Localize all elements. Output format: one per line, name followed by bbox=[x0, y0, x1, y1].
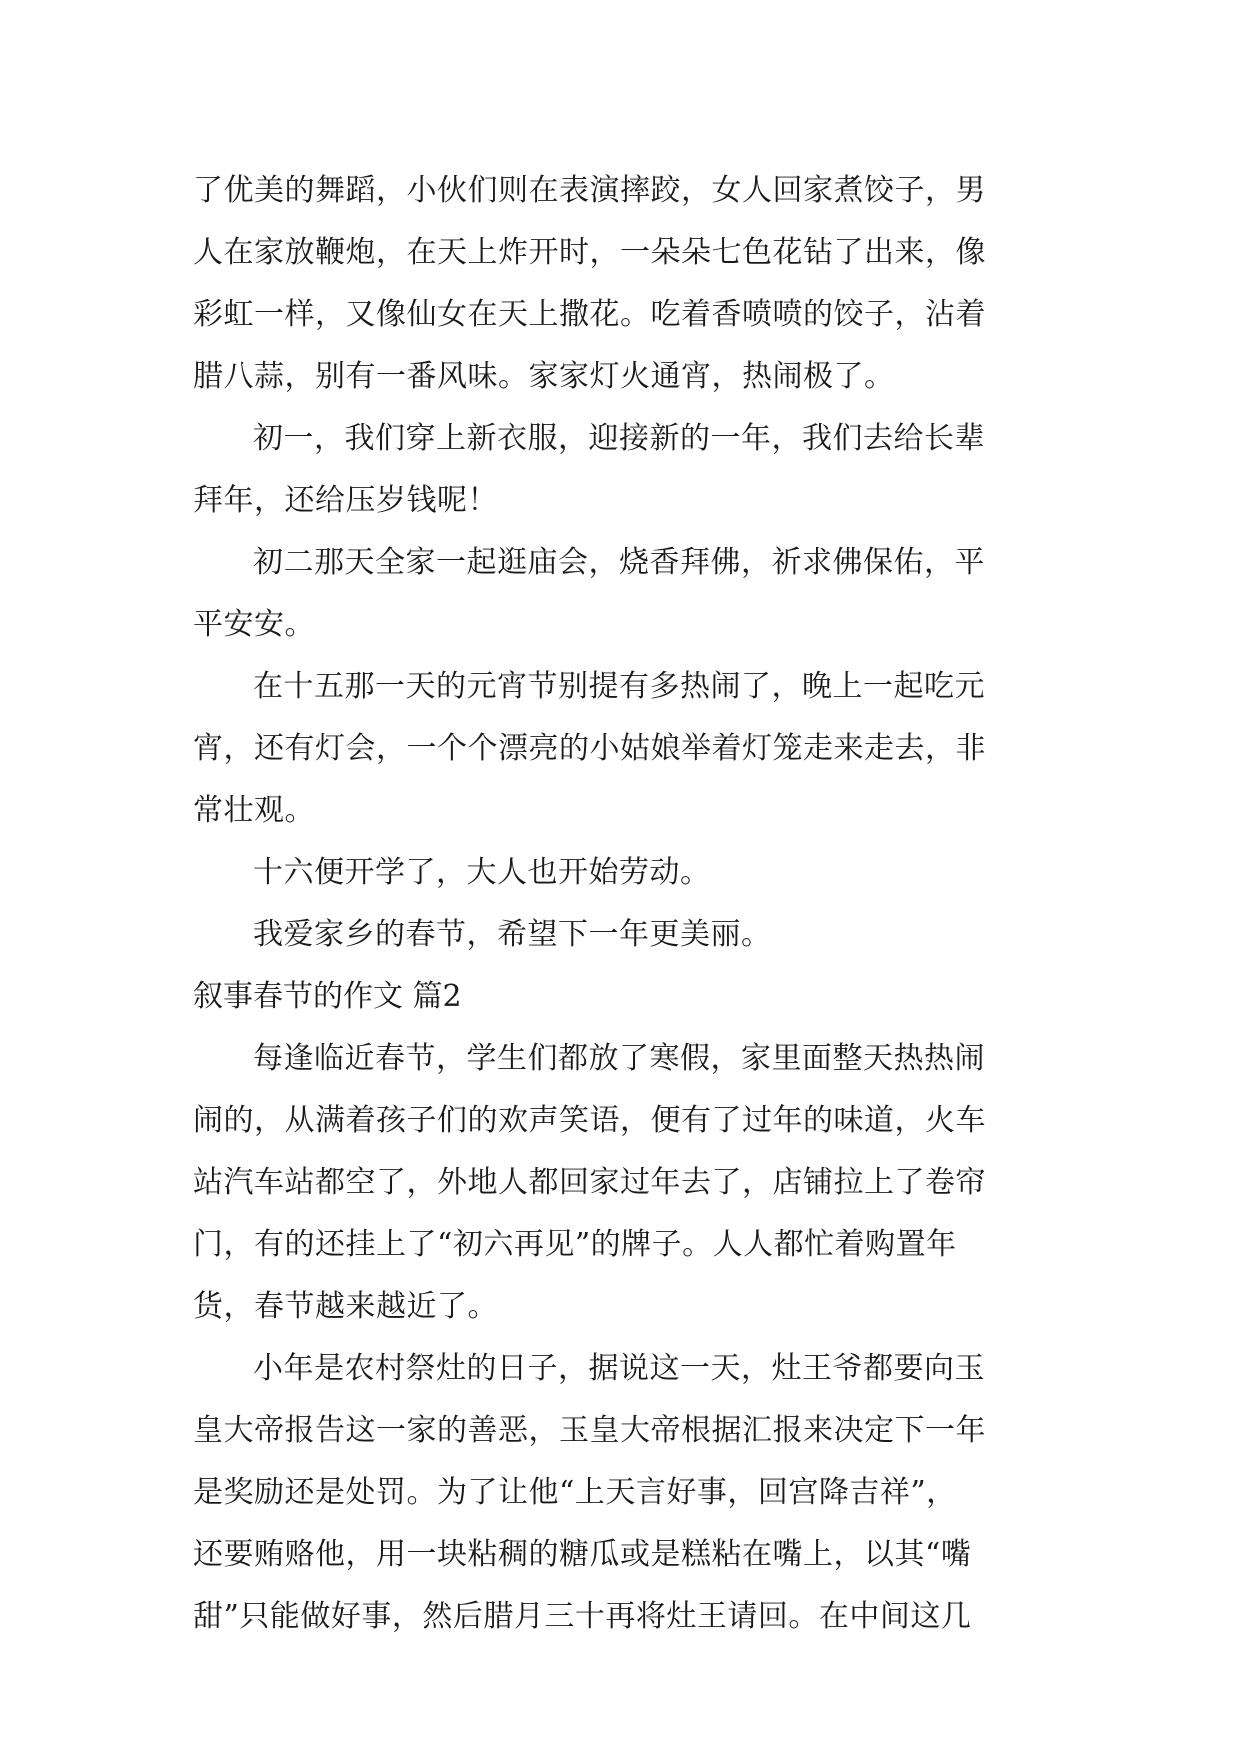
text-line: 皇大帝报告这一家的善恶，玉皇大帝根据汇报来决定下一年 bbox=[193, 1413, 986, 1448]
text-line: 拜年，还给压岁钱呢！ bbox=[193, 483, 498, 518]
text-line: 站汽车站都空了，外地人都回家过年去了，店铺拉上了卷帘 bbox=[193, 1165, 986, 1200]
text-line: 甜”只能做好事，然后腊月三十再将灶王请回。在中间这几 bbox=[193, 1599, 972, 1634]
text-line: 是奖励还是处罚。为了让他“上天言好事，回宫降吉祥”， bbox=[193, 1475, 957, 1510]
text-line: 宵，还有灯会，一个个漂亮的小姑娘举着灯笼走来走去，非 bbox=[193, 731, 986, 766]
paragraph-first-line: 初一，我们穿上新衣服，迎接新的一年，我们去给长辈 bbox=[253, 421, 985, 456]
paragraph-first-line: 每逢临近春节，学生们都放了寒假，家里面整天热热闹 bbox=[253, 1041, 985, 1076]
section-heading: 叙事春节的作文 篇2 bbox=[193, 979, 462, 1014]
text-line: 常壮观。 bbox=[193, 793, 315, 828]
text-line: 彩虹一样，又像仙女在天上撒花。吃着香喷喷的饺子，沾着 bbox=[193, 297, 986, 332]
paragraph-first-line: 小年是农村祭灶的日子，据说这一天，灶王爷都要向玉 bbox=[253, 1351, 985, 1386]
paragraph-first-line: 在十五那一天的元宵节别提有多热闹了，晚上一起吃元 bbox=[253, 669, 985, 704]
document-page bbox=[193, 160, 1057, 1648]
text-line: 货，春节越来越近了。 bbox=[193, 1289, 498, 1324]
paragraph-first-line: 我爱家乡的春节，希望下一年更美丽。 bbox=[253, 917, 772, 952]
text-line: 门，有的还挂上了“初六再见”的牌子。人人都忙着购置年 bbox=[193, 1227, 957, 1262]
text-line: 了优美的舞蹈，小伙们则在表演摔跤，女人回家煮饺子，男 bbox=[193, 173, 986, 208]
text-line: 人在家放鞭炮，在天上炸开时，一朵朵七色花钻了出来，像 bbox=[193, 235, 986, 270]
text-line: 平安安。 bbox=[193, 607, 315, 642]
text-line: 腊八蒜，别有一番风味。家家灯火通宵，热闹极了。 bbox=[193, 359, 895, 394]
paragraph-first-line: 十六便开学了，大人也开始劳动。 bbox=[253, 855, 711, 890]
text-line: 还要贿赂他，用一块粘稠的糖瓜或是糕粘在嘴上，以其“嘴 bbox=[193, 1537, 972, 1572]
text-line: 闹的，从满着孩子们的欢声笑语，便有了过年的味道，火车 bbox=[193, 1103, 986, 1138]
paragraph-first-line: 初二那天全家一起逛庙会，烧香拜佛，祈求佛保佑，平 bbox=[253, 545, 985, 580]
